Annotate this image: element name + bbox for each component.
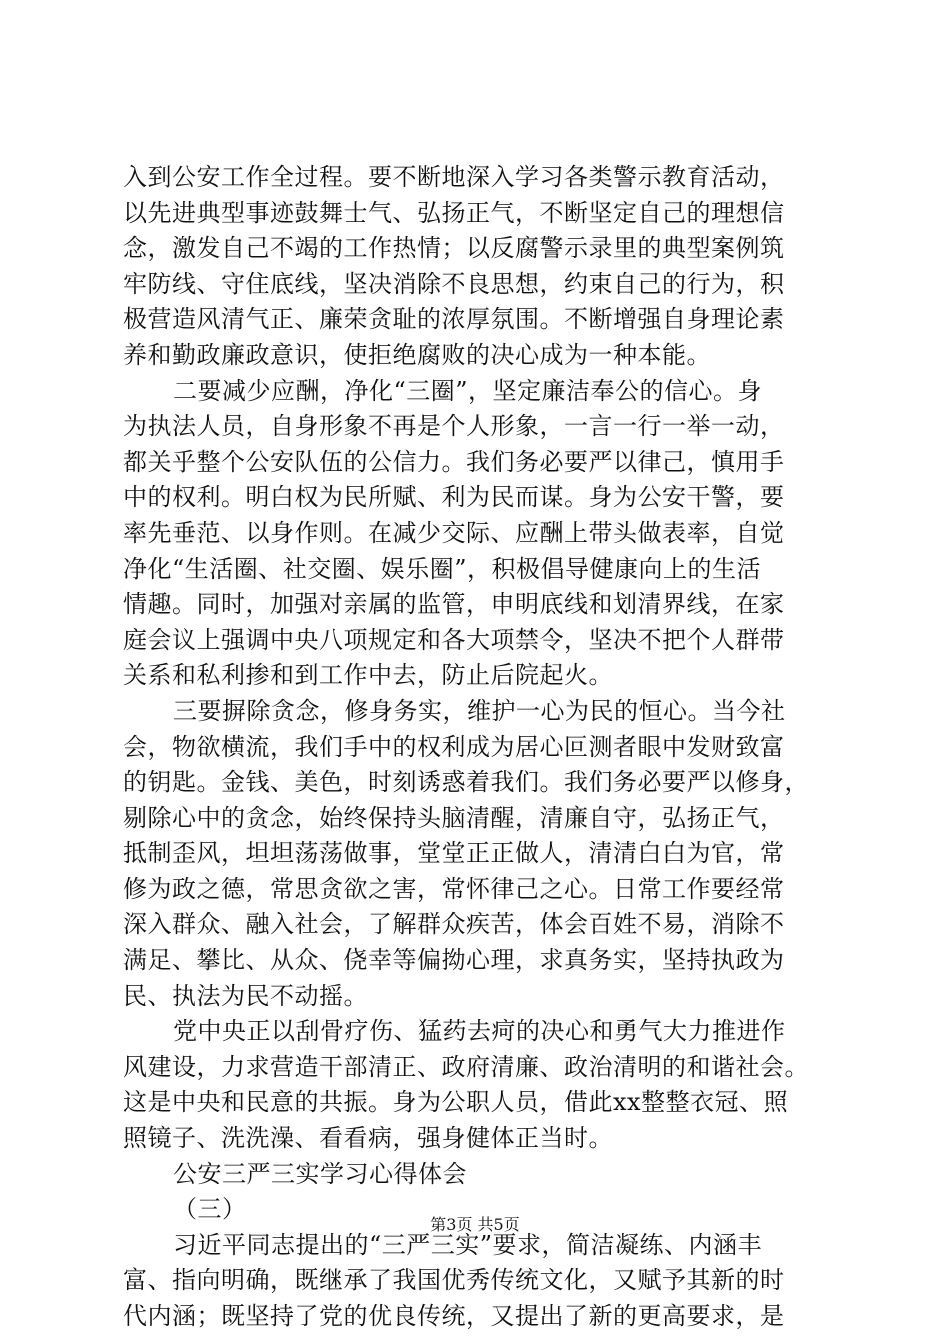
text-line: 民、执法为民不动摇。 bbox=[123, 981, 368, 1010]
section-number: （三） bbox=[173, 1195, 247, 1224]
text-line: 庭会议上强调中央八项规定和各大项禁令，坚决不把个人群带 bbox=[123, 625, 785, 654]
text-line: 满足、攀比、从众、侥幸等偏拗心理，求真务实，坚持执政为 bbox=[123, 946, 785, 975]
text-line: 关系和私利掺和到工作中去，防止后院起火。 bbox=[123, 661, 613, 690]
text-line: 养和勤政廉政意识，使拒绝腐败的决心成为一种本能。 bbox=[123, 340, 711, 369]
paragraph-start: 党中央正以刮骨疗伤、猛药去疴的决心和勇气大力推进作 bbox=[173, 1017, 786, 1046]
text-line: 情趣。同时，加强对亲属的监管，申明底线和划清界线，在家 bbox=[123, 590, 785, 619]
text-line: 中的权利。明白权为民所赋、利为民而谋。身为公安干警，要 bbox=[123, 483, 785, 512]
page-footer bbox=[0, 1212, 950, 1235]
text-line: 极营造风清气正、廉荣贪耻的浓厚氛围。不断增强自身理论素 bbox=[123, 305, 785, 334]
text-line: 都关乎整个公安队伍的公信力。我们务必要严以律己，慎用手 bbox=[123, 447, 785, 476]
text-line: 的钥匙。金钱、美色，时刻诱惑着我们。我们务必要严以修身， bbox=[123, 768, 809, 797]
text-line: 以先进典型事迹鼓舞士气、弘扬正气，不断坚定自己的理想信 bbox=[123, 198, 785, 227]
text-line: 率先垂范、以身作则。在减少交际、应酬上带头做表率，自觉 bbox=[123, 518, 785, 547]
section-title: 公安三严三实学习心得体会 bbox=[173, 1159, 467, 1188]
text-line: 富、指向明确，既继承了我国优秀传统文化，又赋予其新的时 bbox=[123, 1266, 785, 1295]
text-line: 抵制歪风，坦坦荡荡做事，堂堂正正做人，清清白白为官，常 bbox=[123, 839, 785, 868]
document-body bbox=[123, 160, 833, 1335]
paragraph-start: 二要减少应酬，净化“三圈”，坚定廉洁奉公的信心。身 bbox=[173, 376, 763, 405]
text-line: 会，物欲横流，我们手中的权利成为居心叵测者眼中发财致富 bbox=[123, 732, 785, 761]
text-line: 这是中央和民意的共振。身为公职人员，借此xx整整衣冠、照 bbox=[123, 1088, 789, 1117]
paragraph-start: 习近平同志提出的“三严三实”要求，简洁凝练、内涵丰 bbox=[173, 1230, 763, 1259]
text-line: 修为政之德，常思贪欲之害，常怀律己之心。日常工作要经常 bbox=[123, 874, 785, 903]
text-line: 风建设，力求营造干部清正、政府清廉、政治清明的和谐社会。 bbox=[123, 1052, 809, 1081]
page-number: 第3页 共5页 bbox=[430, 1215, 520, 1234]
text-line: 净化“生活圈、社交圈、娱乐圈”，积极倡导健康向上的生活 bbox=[123, 554, 762, 583]
text-line: 念，激发自己不竭的工作热情；以反腐警示录里的典型案例筑 bbox=[123, 234, 785, 263]
text-line: 牢防线、守住底线，坚决消除不良思想，约束自己的行为，积 bbox=[123, 269, 785, 298]
text-line: 为执法人员，自身形象不再是个人形象，一言一行一举一动， bbox=[123, 412, 785, 441]
text-line: 剔除心中的贪念，始终保持头脑清醒，清廉自守，弘扬正气， bbox=[123, 803, 785, 832]
text-line: 照镜子、洗洗澡、看看病，强身健体正当时。 bbox=[123, 1124, 613, 1153]
paragraph-start: 三要摒除贪念，修身务实，维护一心为民的恒心。当今社 bbox=[173, 696, 786, 725]
text-line: 入到公安工作全过程。要不断地深入学习各类警示教育活动， bbox=[123, 163, 785, 191]
text-line: 代内涵；既坚持了党的优良传统，又提出了新的更高要求，是 bbox=[123, 1302, 785, 1330]
text-line: 深入群众、融入社会，了解群众疾苦，体会百姓不易，消除不 bbox=[123, 910, 785, 939]
